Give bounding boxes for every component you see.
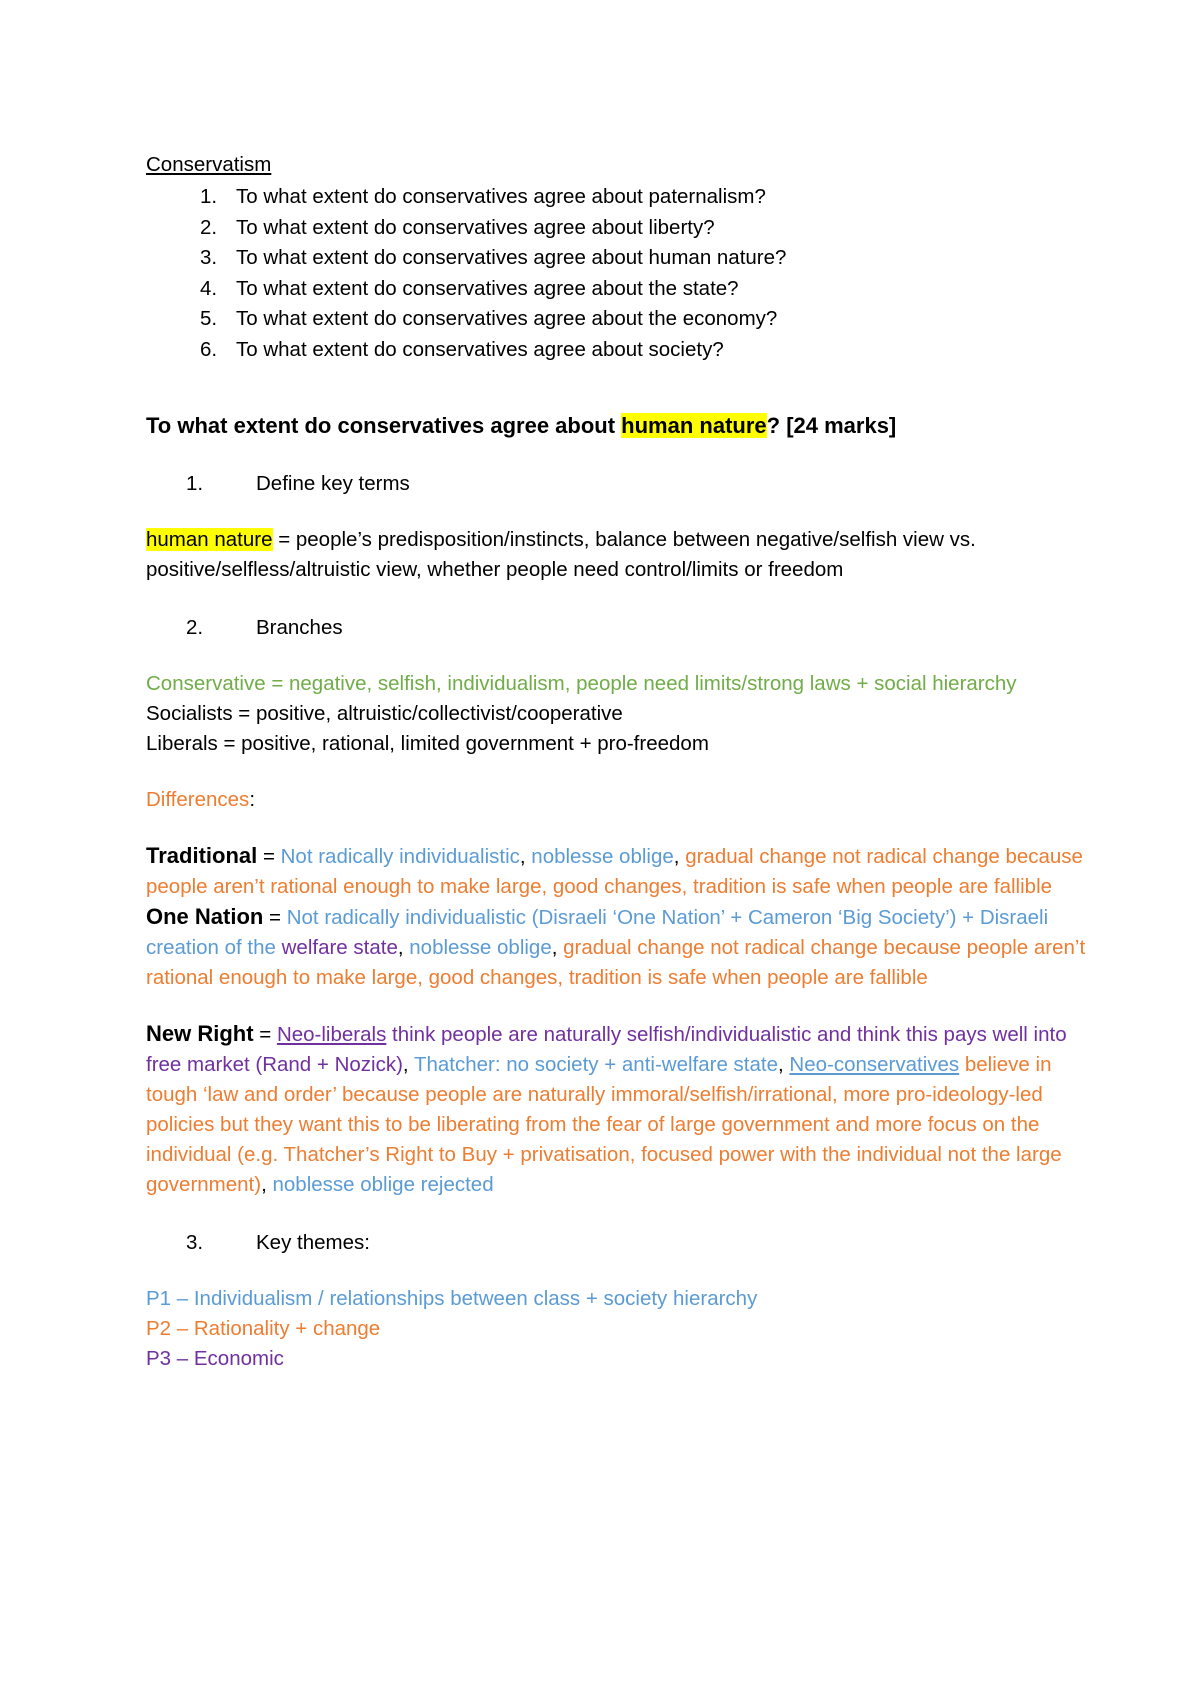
new-right-label: New Right <box>146 1021 254 1046</box>
list-item <box>200 274 1106 305</box>
new-right-paragraph: New Right = Neo-liberals think people are naturally selfish/individualistic and think this pays well into free market (Rand + Nozick), Thatcher: no society + anti-welfare state, Neo-conservatives believe in tough ‘law and order’ because people are naturally immoral/selfish/irrational, more pro-ideology-led policies but they want this to be liberating from the fear of large government and more focus on the individual (e.g. Thatcher’s Right to Buy + privatisation, focused power with the individual not the large government), noblesse oblige rejected <box>146 1021 1067 1196</box>
section-branches: 2. Branches <box>186 616 343 639</box>
question-text: To what extent do conservatives agree about liberty? <box>236 215 715 239</box>
list-number: 1. <box>200 185 218 208</box>
theme-p3: P3 – Economic <box>146 1347 284 1370</box>
list-number: 5. <box>200 307 218 330</box>
list-item <box>200 304 1106 335</box>
question-text: To what extent do conservatives agree about human nature? <box>236 246 787 269</box>
list-item <box>200 335 1106 366</box>
question-text: To what extent do conservatives agree about the economy? <box>236 307 778 330</box>
section-key-themes: 3. Key themes: <box>186 1231 370 1254</box>
branches-block <box>146 669 1106 759</box>
neo-conservatives-term: Neo-conservatives <box>789 1053 960 1076</box>
document-body <box>146 150 1106 1374</box>
question-text: To what extent do conservatives agree about paternalism? <box>236 185 766 208</box>
differences-heading: Differences: <box>146 788 256 811</box>
main-question: To what extent do conservatives agree about human nature? [24 marks] <box>146 413 897 438</box>
branch-conservative: Conservative = negative, selfish, individualism, people need limits/strong laws + social hierarchy <box>146 672 1017 695</box>
section-define-key-terms: 1. Define key terms <box>186 472 410 495</box>
traditional-label: Traditional <box>146 843 258 868</box>
question-text: To what extent do conservatives agree about society? <box>236 337 724 361</box>
definition-term: human nature <box>146 528 273 551</box>
list-number: 3. <box>200 246 218 269</box>
question-list <box>146 182 1106 365</box>
list-item <box>200 243 1106 274</box>
one-nation-label: One Nation <box>146 904 264 929</box>
branch-liberals: Liberals = positive, rational, limited government + pro-freedom <box>146 732 709 755</box>
list-item <box>200 182 1106 213</box>
one-nation-paragraph: One Nation = Not radically individualistic (Disraeli ‘One Nation’ + Cameron ‘Big Society’) + Disraeli creation of the welfare state, noblesse oblige, gradual change not radical change because people aren’t rational enough to make large, good changes, tradition is safe when people are fallible <box>146 904 1086 989</box>
traditional-paragraph: Traditional = Not radically individualistic, noblesse oblige, gradual change not radical change because people aren’t rational enough to make large, good changes, tradition is safe when people are fallible <box>146 843 1083 898</box>
list-item <box>200 213 1106 244</box>
list-number: 2. <box>200 215 218 239</box>
highlighted-term: human nature <box>621 413 767 438</box>
question-text: To what extent do conservatives agree about the state? <box>236 276 739 300</box>
theme-p1: P1 – Individualism / relationships between class + society hierarchy <box>146 1287 758 1310</box>
doc-title: Conservatism <box>146 153 272 176</box>
list-number: 4. <box>200 276 218 300</box>
list-number: 6. <box>200 337 218 361</box>
differences-block <box>146 841 1106 993</box>
branch-socialists: Socialists = positive, altruistic/collectivist/cooperative <box>146 702 623 725</box>
theme-p2: P2 – Rationality + change <box>146 1317 381 1340</box>
neo-liberals-term: Neo-liberals <box>276 1023 387 1046</box>
definition-paragraph: human nature = people’s predisposition/instincts, balance between negative/selfish view vs. positive/selfless/altruistic view, whether people need control/limits or freedom <box>146 528 976 581</box>
themes-block <box>146 1284 1106 1374</box>
